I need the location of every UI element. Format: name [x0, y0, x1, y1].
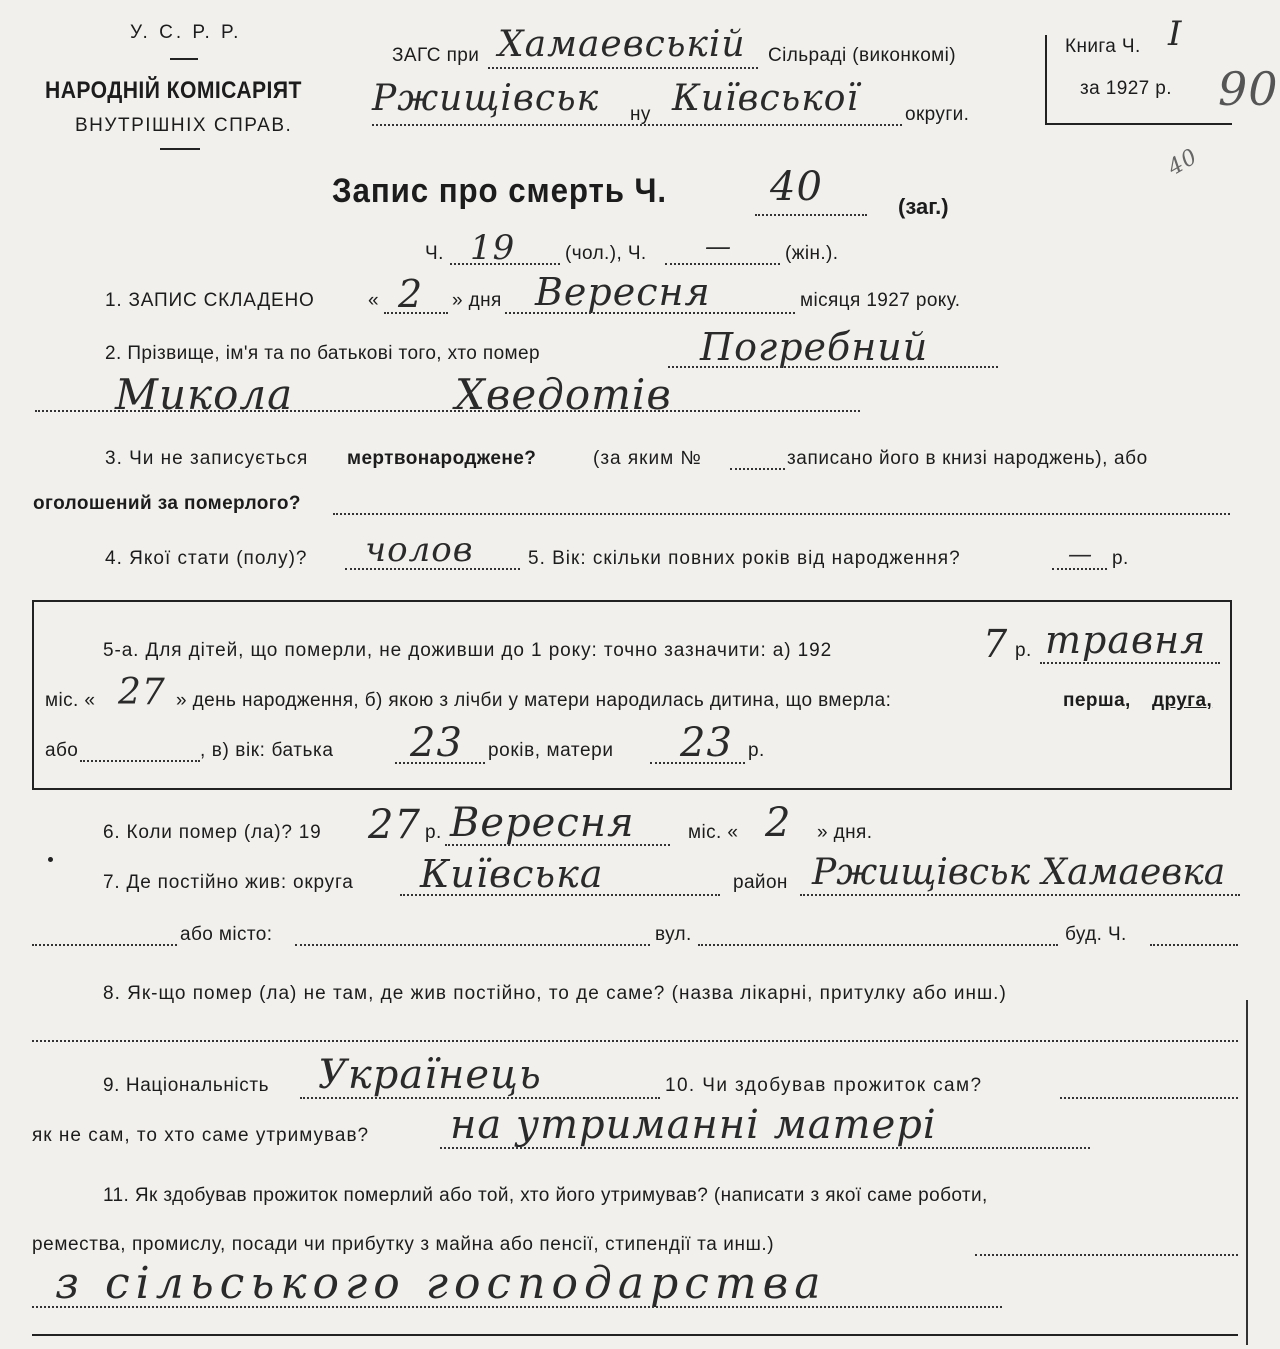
field9-label: 9. Національність	[103, 1075, 270, 1096]
father-age-handwritten: 23	[410, 720, 463, 766]
record-number-handwritten: 40	[770, 164, 823, 210]
zags-dotline	[488, 67, 758, 69]
field3-dotline	[333, 513, 1230, 515]
occupation-handwritten: з сільського господарства	[55, 1258, 827, 1309]
field5a-text1: 5-а. Для дітей, що померли, не доживши до 1 року: точно зазначити: а) 192	[103, 640, 833, 661]
field8-dotline	[32, 1040, 1238, 1042]
header-rule	[160, 148, 200, 150]
birth-year-handwritten: 7	[983, 622, 1009, 666]
bottom-rule	[32, 1334, 1238, 1336]
field6-day-suffix: » дня.	[817, 822, 873, 843]
field1-month-handwritten: Вересня	[535, 270, 711, 314]
city-dotline	[295, 944, 650, 946]
field1-month-dotline	[505, 312, 795, 314]
field1-day-dotline	[384, 312, 448, 314]
surname-handwritten: Погребний	[700, 325, 929, 369]
rayon-handwritten: Ржищівськ Хамаевка	[812, 852, 1226, 893]
council-suffix: Сільраді (виконкомі)	[768, 45, 956, 66]
sex-dotline	[345, 568, 520, 570]
field1-close-quote: » дня	[452, 290, 502, 311]
commissariat-label: НАРОДНІЙ КОМІСАРІЯТ	[45, 77, 302, 104]
field6-year-suffix: р.	[425, 822, 442, 843]
street-label: вул.	[655, 924, 692, 945]
nationality-dotline	[300, 1097, 660, 1099]
death-day-handwritten: 2	[765, 800, 792, 846]
female-count-handwritten: —	[705, 232, 732, 262]
okruha-handwritten: Київської	[672, 78, 859, 119]
field3-stillborn: мертвонароджене?	[347, 448, 537, 469]
margin-mark-handwritten: 40	[1163, 144, 1203, 181]
margin-number-handwritten: 90	[1218, 62, 1279, 116]
field3-number-dotline	[730, 468, 785, 470]
district-dotline	[372, 124, 902, 126]
zags-prefix: ЗАГС при	[392, 45, 480, 66]
supporter-dotline	[440, 1147, 1090, 1149]
male-count-handwritten: 19	[470, 228, 516, 268]
field1-label: 1. ЗАПИС СКЛАДЕНО	[105, 290, 315, 311]
field5a-text8: р.	[748, 740, 765, 761]
death-year-handwritten: 27	[368, 802, 421, 848]
field3-declared-dead: оголошений за померлого?	[33, 493, 301, 514]
supporter-handwritten: на утриманні матері	[450, 1102, 937, 1148]
field1-suffix: місяця 1927 року.	[800, 290, 961, 311]
male-suffix: (чол.), Ч.	[565, 243, 647, 264]
male-count-label: Ч.	[425, 243, 444, 264]
first-child-option: перша,	[1063, 690, 1131, 711]
field2-label: 2. Прізвище, ім'я та по батькові того, хто помер	[105, 343, 540, 364]
right-edge-line	[1246, 1000, 1248, 1345]
field3-text1: 3. Чи не записується	[105, 448, 309, 469]
field7-label: 7. Де постійно жив: округа	[103, 872, 354, 893]
field5a-or: або	[45, 740, 79, 761]
father-age-dotline	[395, 762, 485, 764]
field3-text2: (за яким №	[593, 448, 702, 469]
okruha-suffix: округи.	[905, 104, 970, 125]
birth-month-handwritten: травня	[1045, 618, 1207, 662]
second-child-option: друга,	[1152, 690, 1213, 711]
rayon-label: район	[733, 872, 788, 893]
field5a-text7: років, матери	[488, 740, 614, 761]
house-label: буд. Ч.	[1065, 924, 1127, 945]
death-month-handwritten: Вересня	[450, 800, 635, 846]
surname-dotline	[668, 366, 998, 368]
field5a-text6: , в) вік: батька	[200, 740, 334, 761]
supporter-label: як не сам, то хто саме утримував?	[32, 1125, 370, 1146]
book-number-handwritten: I	[1168, 14, 1183, 54]
record-title: Запис про смерть Ч.	[332, 172, 668, 210]
field11-line1: 11. Як здобував прожиток померлий або той, хто його утримував? (написати з якої саме роботи,	[103, 1185, 988, 1206]
house-dotline	[1150, 944, 1238, 946]
mother-age-dotline	[650, 762, 745, 764]
death-month-dotline	[445, 844, 670, 846]
occupation-dotline	[32, 1306, 1002, 1308]
field4-label: 4. Якої стати (полу)?	[105, 548, 308, 569]
female-count-dotline	[665, 263, 780, 265]
district-handwritten: Ржищівськ	[372, 78, 600, 119]
field10-label: 10. Чи здобував прожиток сам?	[665, 1075, 983, 1096]
field5a-text4: » день народження, б) якою з лічби у матери народилась дитина, що вмерла:	[176, 690, 892, 711]
name-handwritten: Микола	[115, 370, 294, 419]
record-number-dotline	[755, 214, 867, 216]
field5-label: 5. Вік: скільки повних років від народження?	[528, 548, 961, 569]
field8-label: 8. Як-що помер (ла) не там, де жив постійно, то де саме? (назва лікарні, притулку або инш.)	[103, 983, 1007, 1004]
birth-month-dotline	[1040, 662, 1220, 664]
male-count-dotline	[450, 263, 560, 265]
residence-okruha-dotline	[400, 894, 720, 896]
district-suffix: ну	[630, 104, 651, 125]
field3-text3: записано його в книзі народжень), або	[787, 448, 1148, 469]
city-label: або місто:	[180, 924, 273, 945]
age-dotline	[1052, 568, 1107, 570]
ussr-label: У. С. Р. Р.	[130, 22, 242, 43]
book-year: за 1927 р.	[1080, 78, 1172, 99]
city-pre-dotline	[32, 944, 177, 946]
rayon-dotline	[800, 894, 1240, 896]
field10-dotline	[1060, 1097, 1238, 1099]
field5a-or-dotline	[80, 760, 200, 762]
stray-dot	[48, 857, 53, 862]
mother-age-handwritten: 23	[680, 720, 733, 766]
age-suffix: р.	[1112, 548, 1129, 569]
field5a-text3: міс. «	[45, 690, 96, 711]
patronymic-handwritten: Хведотів	[455, 370, 672, 419]
field11-line2: ремества, промислу, посади чи прибутку з майна або пенсії, стипендії та инш.)	[32, 1234, 775, 1255]
internal-affairs-label: ВНУТРІШНІХ СПРАВ.	[75, 115, 293, 136]
birth-day-handwritten: 27	[118, 672, 166, 713]
field11-line2-dotline	[975, 1254, 1238, 1256]
field6-label: 6. Коли помер (ла)? 19	[103, 822, 322, 843]
field1-day-handwritten: 2	[398, 272, 424, 316]
female-suffix: (жін.).	[785, 243, 839, 264]
field5a-year-suffix: р.	[1015, 640, 1032, 661]
sex-handwritten: чолов	[365, 530, 474, 570]
street-dotline	[698, 944, 1058, 946]
name-dotline	[35, 410, 860, 412]
age-handwritten: —	[1068, 540, 1093, 568]
book-label: Книга Ч.	[1065, 36, 1141, 57]
residence-okruha-handwritten: Київська	[420, 852, 604, 896]
header-dash	[170, 58, 198, 60]
zags-council-handwritten: Хамаевській	[498, 24, 746, 65]
field1-open-quote: «	[368, 290, 379, 311]
field6-month-suffix: міс. «	[688, 822, 739, 843]
record-zag: (заг.)	[898, 194, 949, 219]
nationality-handwritten: Українець	[318, 1052, 542, 1098]
